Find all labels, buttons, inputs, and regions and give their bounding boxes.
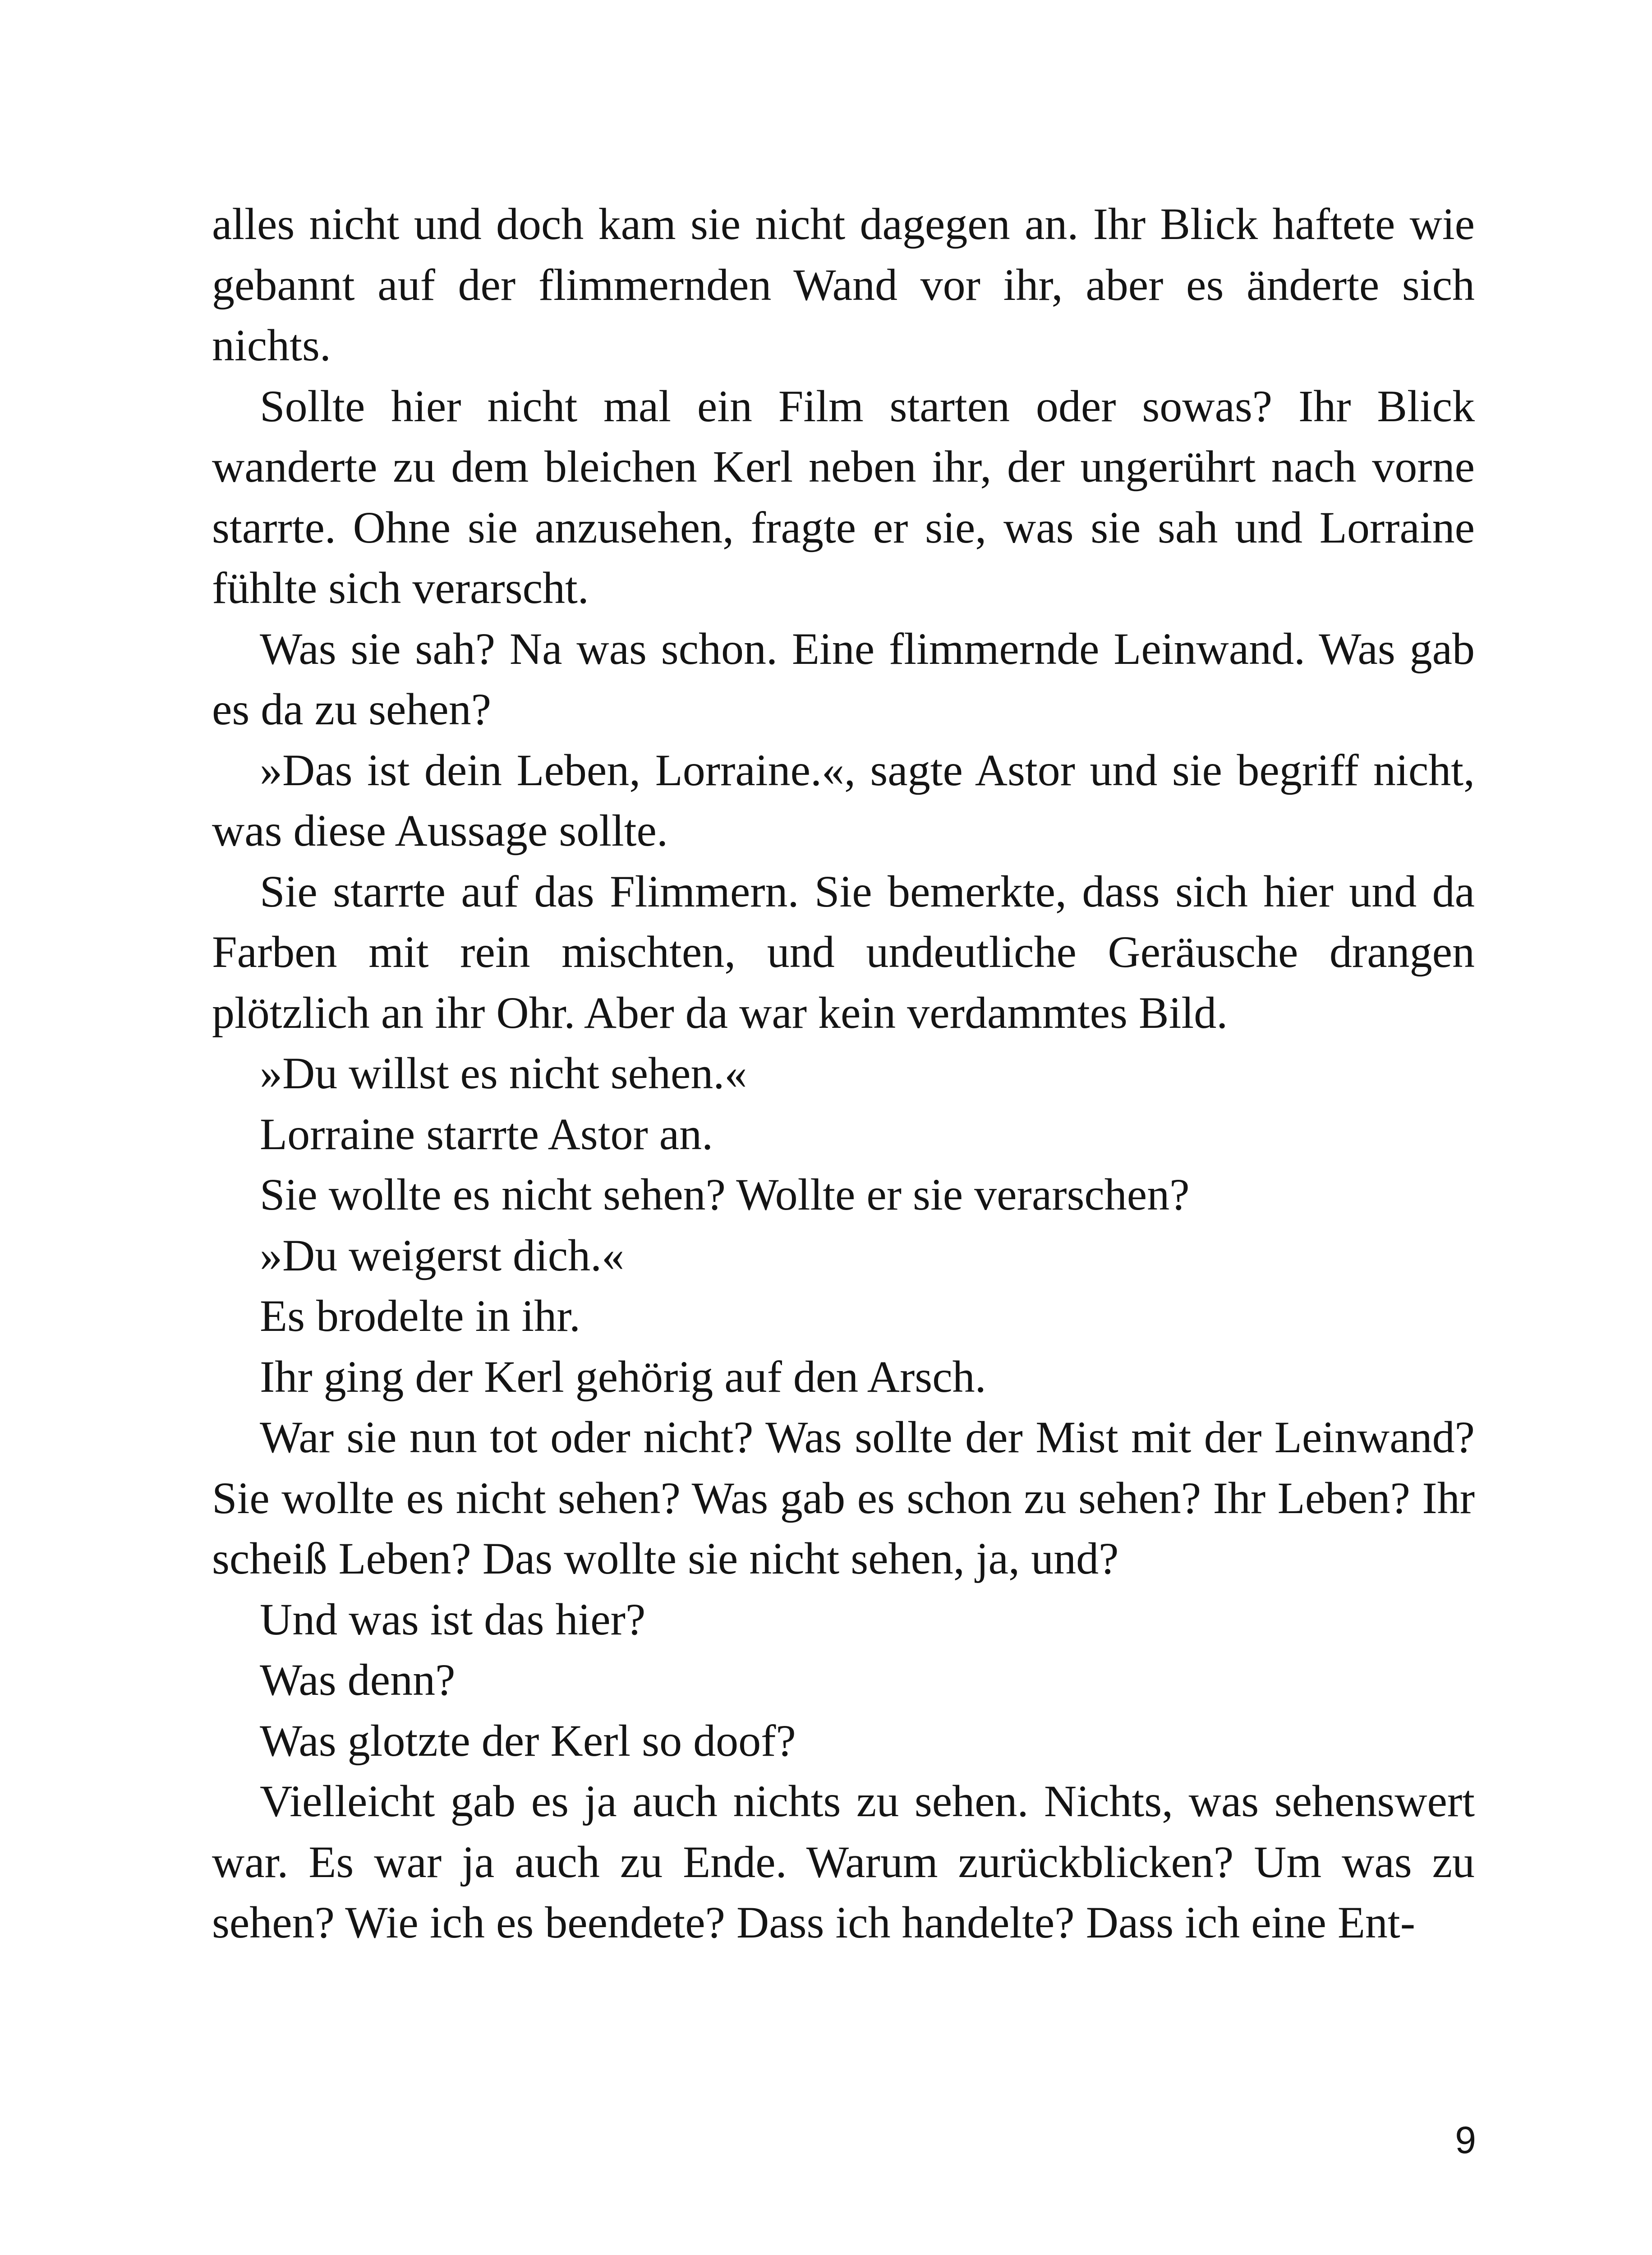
paragraph-4: »Das ist dein Leben, Lorraine.«, sagte Astor und sie begriff nicht, was diese Aussage sollte. — [212, 745, 1475, 856]
paragraph-15: Was glotzte der Kerl so doof? — [260, 1715, 796, 1766]
paragraph-14: Was denn? — [260, 1655, 456, 1705]
paragraph-2: Sollte hier nicht mal ein Film starten oder sowas? Ihr Blick wanderte zu dem bleichen Kerl neben ihr, der ungerührt nach vorne starrte. Ohne sie anzusehen, fragte er sie, was sie sah und Lorraine fühlte sich verarscht. — [212, 381, 1475, 613]
paragraph-6: »Du willst es nicht sehen.« — [260, 1048, 747, 1098]
body-text — [212, 194, 1475, 1953]
paragraph-16: Vielleicht gab es ja auch nichts zu sehen. Nichts, was sehenswert war. Es war ja auch zu Ende. Warum zurückblicken? Um was zu sehen? Wie ich es beendete? Dass ich handelte? Dass ich eine Ent- — [212, 1776, 1475, 1947]
paragraph-8: Sie wollte es nicht sehen? Wollte er sie verarschen? — [260, 1169, 1190, 1220]
paragraph-11: Ihr ging der Kerl gehörig auf den Arsch. — [260, 1351, 986, 1402]
paragraph-12: War sie nun tot oder nicht? Was sollte der Mist mit der Leinwand? Sie wollte es nicht sehen? Was gab es schon zu sehen? Ihr Leben? Ihr scheiß Leben? Das wollte sie nicht sehen, ja, und? — [212, 1412, 1475, 1583]
paragraph-5: Sie starrte auf das Flimmern. Sie bemerkte, dass sich hier und da Farben mit rein mischten, und undeutliche Geräusche drangen plötzlich an ihr Ohr. Aber da war kein verdammtes Bild. — [212, 866, 1475, 1038]
paragraph-3: Was sie sah? Na was schon. Eine flimmernde Leinwand. Was gab es da zu sehen? — [212, 623, 1475, 734]
paragraph-7: Lorraine starrte Astor an. — [260, 1109, 713, 1159]
paragraph-10: Es brodelte in ihr. — [260, 1291, 580, 1341]
page-number: 9 — [1455, 2119, 1476, 2161]
paragraph-13: Und was ist das hier? — [260, 1594, 646, 1644]
paragraph-9: »Du weigerst dich.« — [260, 1230, 625, 1280]
paragraph-1: alles nicht und doch kam sie nicht dagegen an. Ihr Blick haftete wie gebannt auf der flimmernden Wand vor ihr, aber es änderte sich nichts. — [212, 199, 1475, 370]
